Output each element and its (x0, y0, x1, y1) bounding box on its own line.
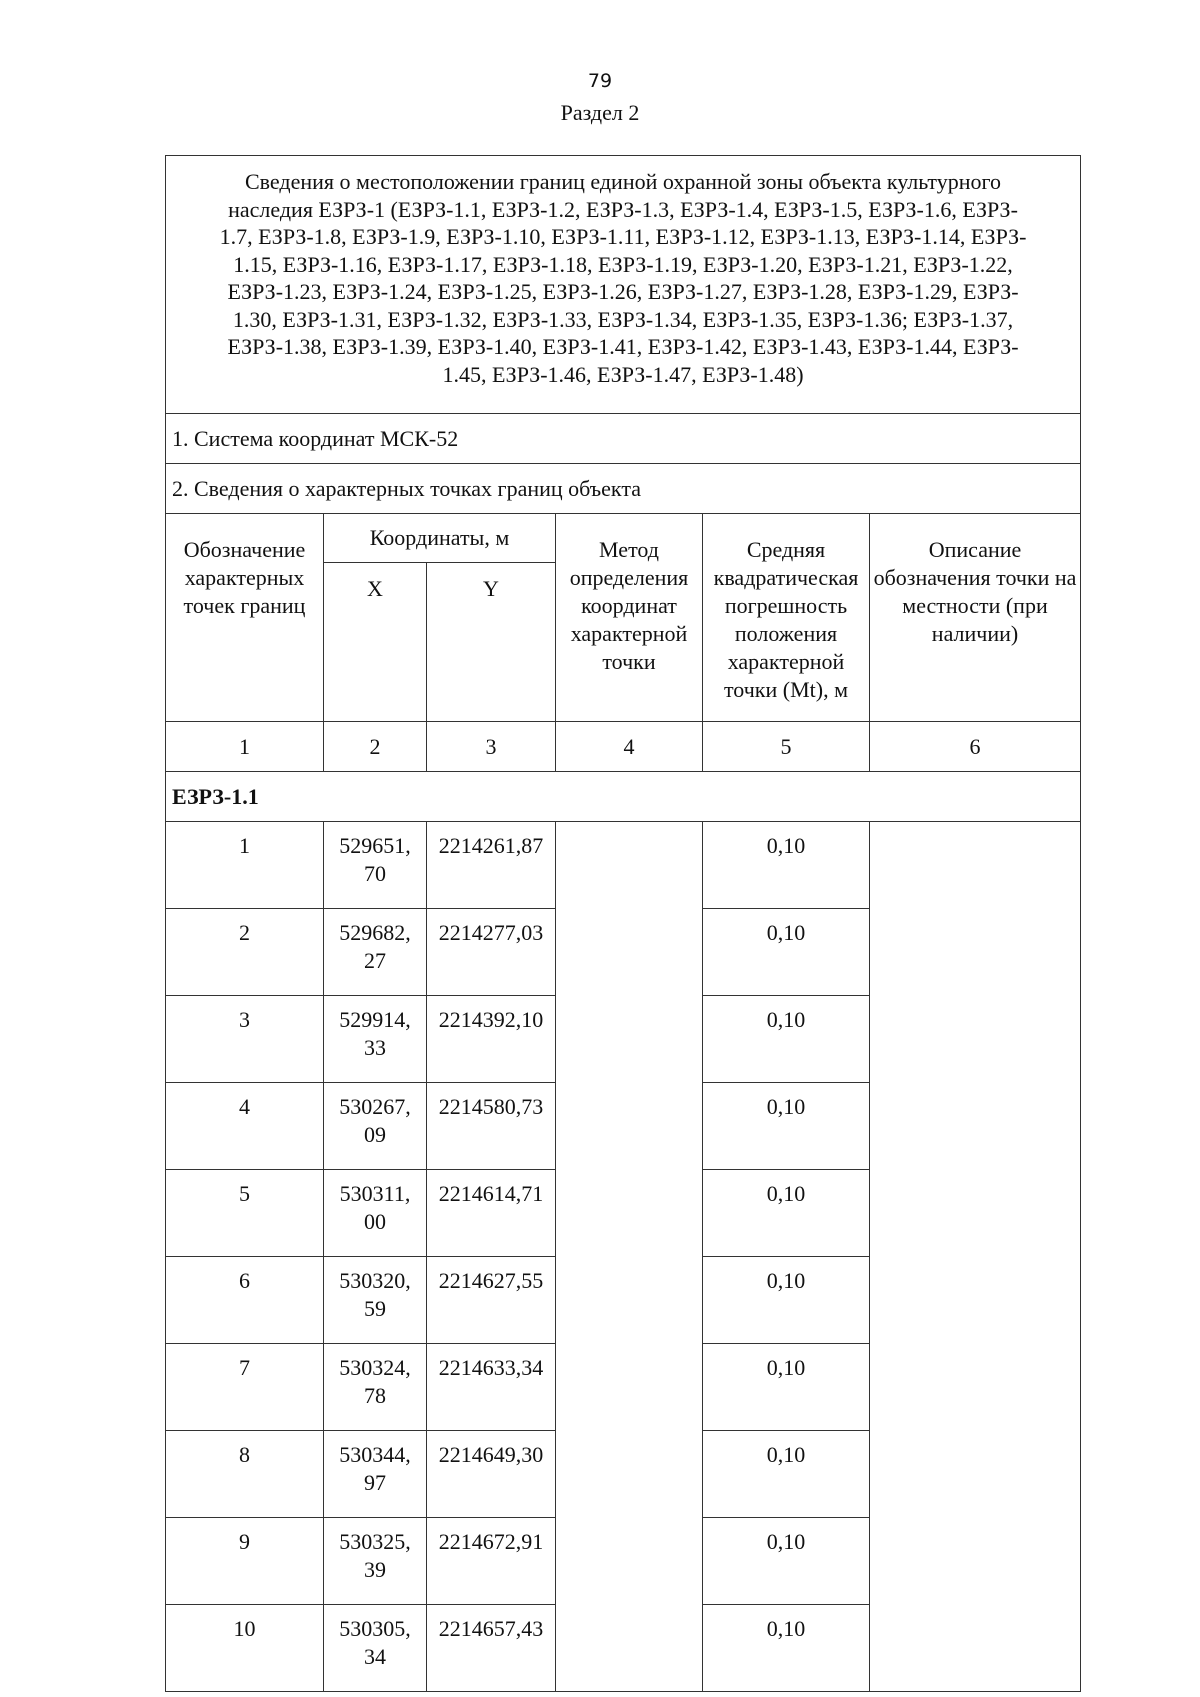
point-number: 4 (166, 1083, 324, 1170)
rms-error: 0,10 (703, 1518, 870, 1605)
header-description: Описание обозначения точки на местности (при наличии) (870, 514, 1081, 722)
column-number: 4 (556, 722, 703, 772)
section-label: Раздел 2 (560, 100, 640, 125)
title-line: ЕЗРЗ-1.38, ЕЗРЗ-1.39, ЕЗРЗ-1.40, ЕЗРЗ-1.41, ЕЗРЗ-1.42, ЕЗРЗ-1.43, ЕЗРЗ-1.44, ЕЗРЗ- (227, 334, 1019, 359)
point-number: 7 (166, 1344, 324, 1431)
rms-error: 0,10 (703, 1170, 870, 1257)
point-number: 3 (166, 996, 324, 1083)
title-line: 1.15, ЕЗРЗ-1.16, ЕЗРЗ-1.17, ЕЗРЗ-1.18, ЕЗРЗ-1.19, ЕЗРЗ-1.20, ЕЗРЗ-1.21, ЕЗРЗ-1.22, (233, 251, 1013, 277)
rms-error: 0,10 (703, 909, 870, 996)
y-coordinate: 2214649,30 (427, 1431, 556, 1518)
rms-error: 0,10 (703, 1257, 870, 1344)
table-row (166, 822, 1081, 909)
point-number: 9 (166, 1518, 324, 1605)
y-coordinate: 2214657,43 (427, 1605, 556, 1692)
zone-label: ЕЗРЗ-1.1 (166, 772, 1081, 822)
column-number: 2 (324, 722, 427, 772)
header-coordinates: Координаты, м (324, 514, 556, 563)
point-number: 6 (166, 1257, 324, 1344)
rms-error: 0,10 (703, 1605, 870, 1692)
rms-error: 0,10 (703, 1344, 870, 1431)
title-line: ЕЗРЗ-1.23, ЕЗРЗ-1.24, ЕЗРЗ-1.25, ЕЗРЗ-1.26, ЕЗРЗ-1.27, ЕЗРЗ-1.28, ЕЗРЗ-1.29, ЕЗРЗ- (227, 279, 1019, 304)
page-number: 79 (587, 70, 613, 92)
header-y: Y (427, 563, 556, 722)
column-number: 5 (703, 722, 870, 772)
title-line: 1.30, ЕЗРЗ-1.31, ЕЗРЗ-1.32, ЕЗРЗ-1.33, ЕЗРЗ-1.34, ЕЗРЗ-1.35, ЕЗРЗ-1.36; ЕЗРЗ-1.37, (232, 306, 1014, 332)
y-coordinate: 2214633,34 (427, 1344, 556, 1431)
title-line: наследия ЕЗРЗ-1 (ЕЗРЗ-1.1, ЕЗРЗ-1.2, ЕЗРЗ-1.3, ЕЗРЗ-1.4, ЕЗРЗ-1.5, ЕЗРЗ-1.6, ЕЗРЗ- (228, 196, 1018, 222)
coordinate-system: 1. Система координат МСК-52 (166, 414, 1081, 464)
x-coordinate: 530325, 39 (324, 1518, 427, 1605)
x-coordinate: 530344, 97 (324, 1431, 427, 1518)
x-coordinate: 529651, 70 (324, 822, 427, 909)
x-coordinate: 530324, 78 (324, 1344, 427, 1431)
y-coordinate: 2214580,73 (427, 1083, 556, 1170)
rms-error: 0,10 (703, 1431, 870, 1518)
point-number: 2 (166, 909, 324, 996)
point-number: 8 (166, 1431, 324, 1518)
x-coordinate: 530311, 00 (324, 1170, 427, 1257)
description-cell (870, 822, 1081, 1692)
method-cell (556, 822, 703, 1692)
header-method: Метод определения координат характерной точки (556, 514, 703, 722)
x-coordinate: 530320, 59 (324, 1257, 427, 1344)
title-line: 1.7, ЕЗРЗ-1.8, ЕЗРЗ-1.9, ЕЗРЗ-1.10, ЕЗРЗ-1.11, ЕЗРЗ-1.12, ЕЗРЗ-1.13, ЕЗРЗ-1.14, ЕЗРЗ- (219, 224, 1027, 249)
header-rms-error: Средняя квадратическая погрешность положения характерной точки (Mt), м (703, 514, 870, 722)
column-number: 1 (166, 722, 324, 772)
y-coordinate: 2214672,91 (427, 1518, 556, 1605)
x-coordinate: 529914, 33 (324, 996, 427, 1083)
point-number: 10 (166, 1605, 324, 1692)
header-point-designation: Обозначение характерных точек границ (166, 514, 324, 722)
x-coordinate: 530305, 34 (324, 1605, 427, 1692)
points-info-heading: 2. Сведения о характерных точках границ объекта (166, 464, 1081, 514)
boundary-points-table (165, 155, 1081, 1692)
y-coordinate: 2214277,03 (427, 909, 556, 996)
header-x: X (324, 563, 427, 722)
x-coordinate: 530267, 09 (324, 1083, 427, 1170)
rms-error: 0,10 (703, 822, 870, 909)
title-line: 1.45, ЕЗРЗ-1.46, ЕЗРЗ-1.47, ЕЗРЗ-1.48) (442, 361, 804, 387)
y-coordinate: 2214627,55 (427, 1257, 556, 1344)
x-coordinate: 529682, 27 (324, 909, 427, 996)
point-number: 5 (166, 1170, 324, 1257)
table-title (166, 156, 1081, 414)
column-number: 6 (870, 722, 1081, 772)
title-line: Сведения о местоположении границ единой охранной зоны объекта культурного (245, 169, 1002, 194)
column-number: 3 (427, 722, 556, 772)
rms-error: 0,10 (703, 996, 870, 1083)
y-coordinate: 2214614,71 (427, 1170, 556, 1257)
y-coordinate: 2214261,87 (427, 822, 556, 909)
point-number: 1 (166, 822, 324, 909)
y-coordinate: 2214392,10 (427, 996, 556, 1083)
rms-error: 0,10 (703, 1083, 870, 1170)
